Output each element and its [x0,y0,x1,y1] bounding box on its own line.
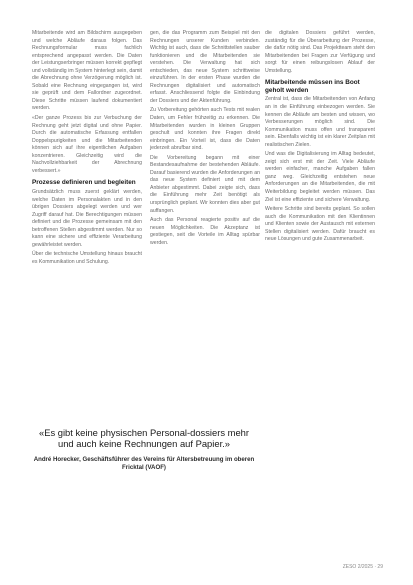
body-paragraph: Über die technische Umstellung hinaus braucht es Kommunikation und Schulung. [32,251,142,265]
text-column-1 [32,30,142,268]
body-paragraph: Und was die Digitalisierung im Alltag bedeutet, zeigt sich erst mit der Zeit. Viele Abläufe werden einfacher, manche Aufgaben fallen ganz weg. Gleichzeitig entstehen neue Anforderungen an die Mitarbeitenden, die mit Weiterbildung begleitet werden müssen. Das Ziel ist eine effiziente und sichere Verwaltung. [265,151,375,203]
body-paragraph: «Der ganze Prozess bis zur Verbuchung der Rechnung geht jetzt digital und ohne Papier. Durch die automatische Erfassung entfallen Doppelspurigkeiten und die Mitarbeitenden können sich auf ihre eigentlichen Aufgaben konzentrieren. Gleichzeitig wird die Nachvollziehbarkeit der Abrechnung verbessert.» [32,115,142,174]
body-paragraph: Weitere Schritte sind bereits geplant. So sollen auch die Kommunikation mit den Klientinnen und Klienten sowie der Austausch mit externen Stellen digitalisiert werden. Dafür braucht es neue Lösungen und gute Zusammenarbeit. [265,206,375,243]
body-paragraph: Zu Vorbereitung gehörten auch Tests mit realen Daten, um Fehler frühzeitig zu erkennen. Die Mitarbeitenden wurden in kleinen Gruppen geschult und konnten ihre Fragen direkt einbringen. Ein Vorteil ist, dass die Daten jederzeit abrufbar sind. [150,107,260,152]
quote-text: «Es gibt keine physischen Personal-dossiers mehr und auch keine Rechnungen auf Papier.» [39,427,249,450]
body-paragraph: Mitarbeitende wird am Bildschirm ausgegeben und welche Abläufe daraus folgen. Das Rechnungsformular muss fachlich entsprechend angepasst werden. Die Daten der Leistungserbringer müssen korrekt gepflegt und vollständig im System hinterlegt sein, damit die Abrechnung ohne Verzögerung möglich ist. Sobald eine Rechnung eingegangen ist, wird sie geprüft und dem Fallordner zugeordnet. Diese Schritte müssen laufend dokumentiert werden. [32,30,142,112]
page-footer: ZESO 2/2025 · 29 [342,564,383,570]
pull-quote [32,427,256,472]
section-heading: Prozesse definieren und begleiten [32,179,136,187]
body-paragraph: die digitalen Dossiers geführt werden, zuständig für die Überarbeitung der Prozesse, die dafür nötig sind. Das Projektteam steht den Mitarbeitenden bei Fragen zur Verfügung und sorgt für einen reibungslosen Ablauf der Umstellung. [265,30,375,74]
text-column-3 [265,30,375,246]
body-paragraph: Grundsätzlich muss zuerst geklärt werden, welche Daten im Personalakten und in den übrigen Dossiers abgelegt werden und wer Zugriff darauf hat. Die Berechtigungen müssen definiert und die Prozesse gemeinsam mit den betroffenen Stellen abgestimmt werden. Nur so kann eine sichere und effiziente Verarbeitung gewährleistet werden. [32,188,142,248]
body-paragraph: gen, die das Programm zum Beispiel mit den Rechnungen unserer Kunden verbinden. Wichtig ist auch, dass die Schnittstellen sauber funktionieren und die Mitarbeitenden sie verstehen. Die Verwaltung hat sich entschieden, das neue System schrittweise einzuführen. In der ersten Phase wurden die Rechnungen digitalisiert und automatisch erfasst. Anschliessend folgte die Einbindung der Dossiers und der Aktenführung. [150,30,260,104]
section-heading: Mitarbeitende müssen ins Boot geholt werden [265,79,360,94]
body-paragraph: Auch das Personal reagierte positiv auf die neuen Möglichkeiten. Die Akzeptanz ist gestiegen, seit die Vorteile im Alltag spürbar werden. [150,217,260,246]
quote-author: André Horecker, Geschäftsführer des Vereins für Altersbetreuung im oberen Fricktal (VAOF) [33,456,255,472]
body-paragraph: Die Vorbereitung begann mit einer Bestandesaufnahme der bestehenden Abläufe. Darauf basierend wurden die Anforderungen an das neue System definiert und mit dem Anbieter abgestimmt. Dabei zeigte sich, dass die Einführung mehr Zeit benötigt als ursprünglich geplant. Wir konnten dies aber gut auffangen. [150,154,260,214]
text-column-2 [150,30,260,249]
body-paragraph: Zentral ist, dass die Mitarbeitenden von Anfang an in die Einführung einbezogen werden. Sie kennen die Abläufe am besten und wissen, wo Verbesserungen möglich sind. Die Kommunikation muss offen und transparent sein. Ebenfalls wichtig ist ein klarer Zeitplan mit realistischen Zielen. [265,96,375,148]
